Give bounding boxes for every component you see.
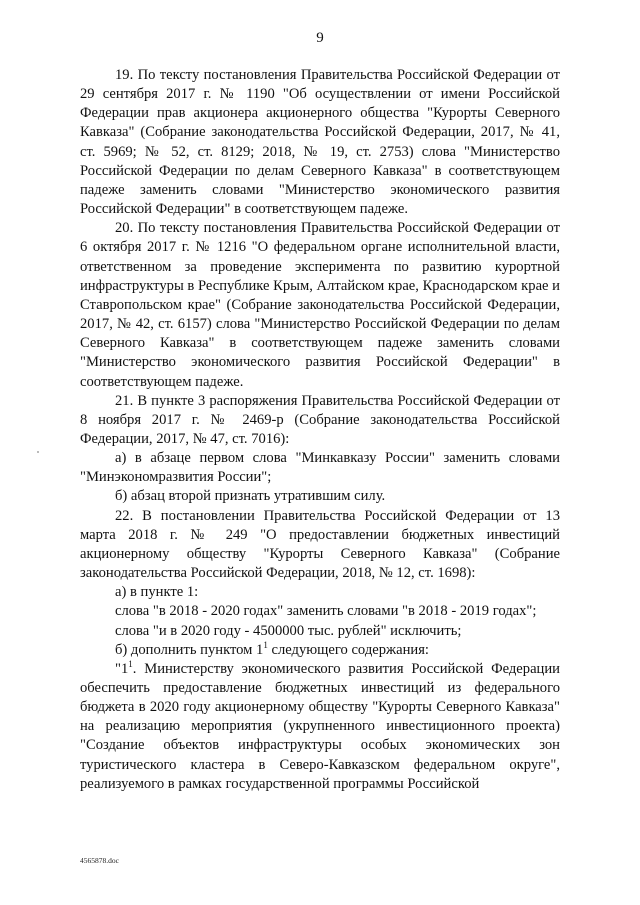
paragraph-21: 21. В пункте 3 распоряжения Правительства Российской Федерации от 8 ноября 2017 г. № 2469-р (Собрание законодательства Российской Федерации, 2017, № 47, ст. 7016): [80, 392, 560, 447]
paragraph-20: 20. По тексту постановления Правительства Российской Федерации от 6 октября 2017 г. № 1216 "О федеральном органе исполнительной власти, ответственном за проведение эксперимента по развитию курортной инфраструктуры в Республике Крым, Алтайском крае, Краснодарском крае и Ставропольском крае" (Собрание законодательства Российской Федерации, 2017, № 42, ст. 6157) слова "Министерство Российской Федерации по делам Северного Кавказа" в соответствующем падеже заменить словами "Министерство экономического развития Российской Федерации" в соответствующем падеже. [80, 220, 560, 390]
paragraph-22-b-tail: следующего содержания: [267, 641, 429, 658]
scan-speck [37, 451, 39, 453]
new-item-open: "1 [115, 660, 129, 677]
paragraph-22-a-2: слова "и в 2020 году - 4500000 тыс. рублей" исключить; [115, 622, 462, 639]
new-item-text: . Министерству экономического развития Российской Федерации обеспечить предоставление бюджетных инвестиций из федерального бюджета в 2020 году акционерному обществу "Курорты Северного Кавказа" на реализацию мероприятия (укрупненного инвестиционного проекта) "Создание объектов инфраструктуры особых экономических зон туристического кластера в Северо-Кавказском федеральном округе", реализуемого в рамках государственной программы Российской [80, 660, 560, 792]
document-body [80, 66, 560, 794]
footer-file-reference: 4565878.doc [80, 856, 119, 865]
paragraph-21-a: а) в абзаце первом слова "Минкавказу России" заменить словами "Минэкономразвития России"; [80, 450, 560, 486]
paragraph-22-b-text: б) дополнить пунктом 1 [115, 641, 264, 658]
superscript: 1 [128, 658, 133, 669]
paragraph-19: 19. По тексту постановления Правительства Российской Федерации от 29 сентября 2017 г. № 1190 "Об осуществлении от имени Российской Федерации прав акционера акционерного общества "Курорты Северного Кавказа" (Собрание законодательства Российской Федерации, 2017, № 41, ст. 5969; № 52, ст. 8129; 2018, № 19, ст. 2753) слова "Министерство Российской Федерации по делам Северного Кавказа" в соответствующем падеже заменить словами "Министерство экономического развития Российской Федерации" в соответствующем падеже. [80, 67, 560, 218]
new-item-1-1 [80, 660, 560, 794]
page-number: 9 [316, 30, 324, 46]
paragraph-22-b [80, 641, 560, 660]
paragraph-22-a-1: слова "в 2018 - 2020 годах" заменить словами "в 2018 - 2019 годах"; [115, 603, 537, 620]
paragraph-21-b: б) абзац второй признать утратившим силу. [115, 488, 386, 505]
paragraph-22-a: а) в пункте 1: [115, 584, 199, 601]
paragraph-22: 22. В постановлении Правительства Российской Федерации от 13 марта 2018 г. № 249 "О предоставлении бюджетных инвестиций акционерному обществу "Курорты Северного Кавказа" (Собрание законодательства Российской Федерации, 2018, № 12, ст. 1698): [80, 507, 560, 582]
superscript: 1 [263, 639, 268, 650]
